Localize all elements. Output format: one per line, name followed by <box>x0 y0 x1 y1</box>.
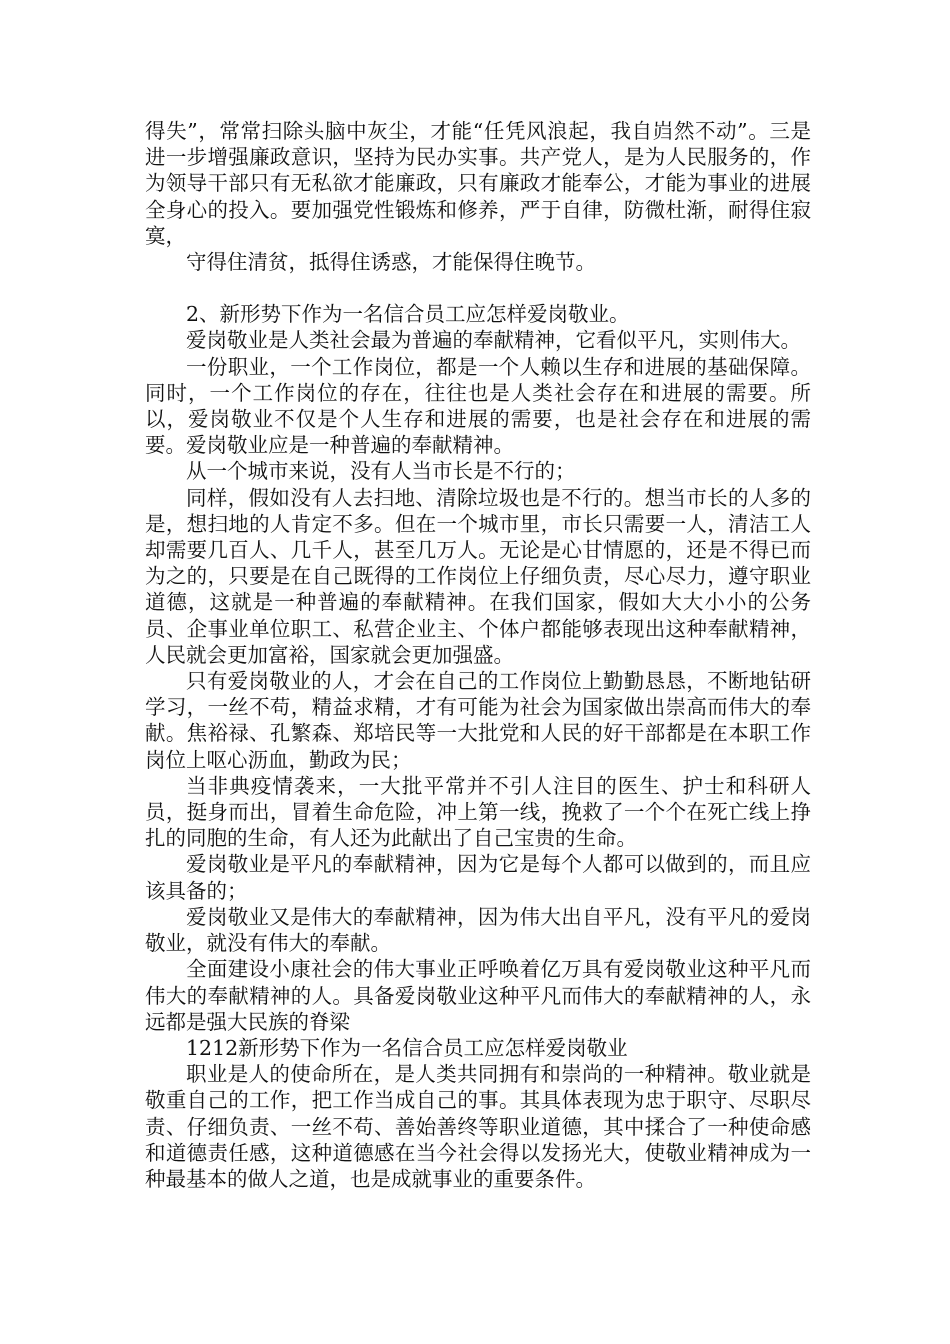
paragraph: 全面建设小康社会的伟大事业正呼唤着亿万具有爱岗敬业这种平凡而伟大的奉献精神的人。具备爱岗敬业这种平凡而伟大的奉献精神的人，永远都是强大民族的脊梁 <box>145 957 811 1034</box>
paragraph: 一份职业，一个工作岗位，都是一个人赖以生存和进展的基础保障。同时，一个工作岗位的存在，往往也是人类社会存在和进展的需要。所以，爱岗敬业不仅是个人生存和进展的需要，也是社会存在和进展的需要。爱岗敬业应是一种普遍的奉献精神。 <box>145 354 811 458</box>
paragraph: 同样，假如没有人去扫地、清除垃圾也是不行的。想当市长的人多的是，想扫地的人肯定不多。但在一个城市里，市长只需要一人，清洁工人却需要几百人、几千人，甚至几万人。无论是心甘情愿的，还是不得已而为之的，只要是在自己既得的工作岗位上仔细负责，尽心尽力，遵守职业道德，这就是一种普遍的奉献精神。在我们国家，假如大大小小的公务员、企事业单位职工、私营企业主、个体户都能够表现出这种奉献精神，人民就会更加富裕，国家就会更加强盛。 <box>145 485 811 667</box>
paragraph: 爱岗敬业又是伟大的奉献精神，因为伟大出自平凡，没有平凡的爱岗敬业，就没有伟大的奉献。 <box>145 904 811 956</box>
section-heading-2: 2、新形势下作为一名信合员工应怎样爱岗敬业。 <box>186 302 630 327</box>
paragraph: 只有爱岗敬业的人，才会在自己的工作岗位上勤勤恳恳，不断地钻研学习，一丝不苟，精益求精，才有可能为社会为国家做出崇高而伟大的奉献。焦裕禄、孔繁森、郑培民等一大批党和人民的好干部都是在本职工作岗位上呕心沥血，勤政为民； <box>145 669 811 772</box>
document-page <box>145 118 811 1192</box>
paragraph-spacer <box>145 275 811 301</box>
paragraph: 爱岗敬业是人类社会最为普遍的奉献精神，它看似平凡，实则伟大。 <box>186 328 801 353</box>
paragraph-closing-line: 守得住清贫，抵得住诱惑，才能保得住晚节。 <box>186 250 596 275</box>
paragraph: 当非典疫情袭来，一大批平常并不引人注目的医生、护士和科研人员，挺身而出，冒着生命危险，冲上第一线，挽救了一个个在死亡线上挣扎的同胞的生命，有人还为此献出了自己宝贵的生命。 <box>145 773 811 851</box>
paragraph: 从一个城市来说，没有人当市长是不行的； <box>186 459 576 484</box>
paragraph: 职业是人的使命所在，是人类共同拥有和崇尚的一种精神。敬业就是敬重自己的工作，把工作当成自己的事。其具体表现为忠于职守、尽职尽责、仔细负责、一丝不苟、善始善终等职业道德，其中揉合了一种使命感和道德责任感，这种道德感在当今社会得以发扬光大，使敬业精神成为一种最基本的做人之道，也是成就事业的重要条件。 <box>145 1062 811 1191</box>
paragraph: 爱岗敬业是平凡的奉献精神，因为它是每个人都可以做到的，而且应该具备的； <box>145 852 811 903</box>
section-heading-1212: 1212新形势下作为一名信合员工应怎样爱岗敬业 <box>186 1035 628 1060</box>
paragraph-continuation: 得失”，常常扫除头脑中灰尘，才能“任凭风浪起，我自岿然不动”。三是进一步增强廉政意识，坚持为民办实事。共产党人，是为人民服务的，作为领导干部只有无私欲才能廉政，只有廉政才能奉公，才能为事业的进展全身心的投入。要加强党性锻炼和修养，严于自律，防微杜渐，耐得住寂寞， <box>145 119 811 248</box>
